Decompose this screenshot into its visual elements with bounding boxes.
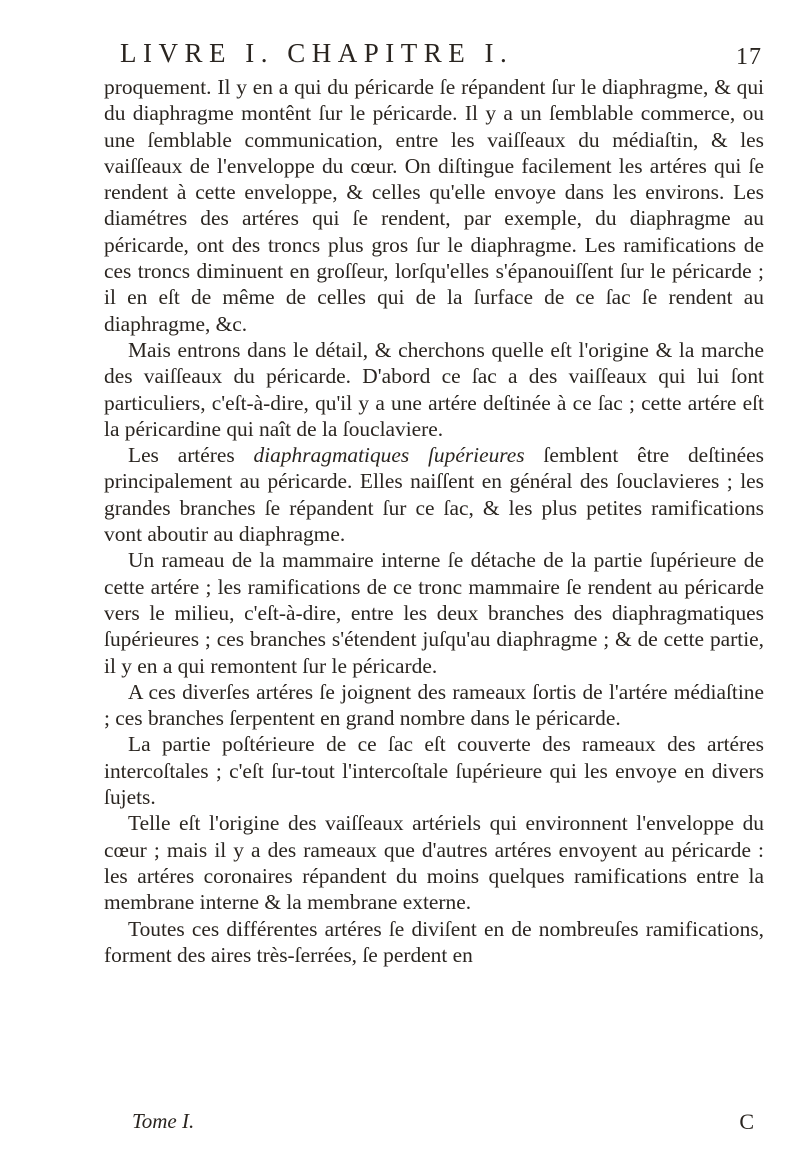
- paragraph-3-rest: ſemblent être deſtinées principalement au péricarde. Elles naiſſent en général des ſouclavieres ; les grandes branches ſe répandent ſur ce ſac, & les plus petites ramifications vont aboutir au diaphragme.: [104, 443, 764, 547]
- paragraph-7: Telle eſt l'origine des vaiſſeaux artériels qui environnent l'enveloppe du cœur ; mais il y a des rameaux que d'autres artéres envoyent au péricarde : les artéres coronaires répandent du moins quelques ramifications entre la membrane interne & la membrane externe.: [104, 811, 764, 915]
- paragraph-5: A ces diverſes artéres ſe joignent des rameaux ſortis de l'artére médiaſtine ; ces branches ſerpentent en grand nombre dans le péricarde.: [104, 679, 764, 731]
- running-title: LIVRE I. CHAPITRE I.: [120, 38, 514, 68]
- body-text: [104, 74, 764, 968]
- volume-label: Tome I.: [132, 1109, 195, 1133]
- signature-mark: C: [739, 1109, 754, 1134]
- paragraph-6: La partie poſtérieure de ce ſac eſt couverte des rameaux des artéres intercoſtales ; c'eſt ſur-tout l'intercoſtale ſupérieure qui les envoye en divers ſujets.: [104, 732, 764, 810]
- paragraph-1: proquement. Il y en a qui du péricarde ſe répandent ſur le diaphragme, & qui du diaphragme montênt ſur le péricarde. Il y a un ſemblable commerce, ou une ſemblable communication, entre les vaiſſeaux du médiaſtin, & les vaiſſeaux de l'enveloppe du cœur. On diſtingue facilement les artéres qui ſe rendent à cette enveloppe, & celles qu'elle envoye dans les environs. Les diamétres des artéres qui ſe rendent, par exemple, du diaphragme au péricarde, ont des troncs plus gros ſur le diaphragme. Les ramifications de ces troncs diminuent en groſſeur, lorſqu'elles s'épanouiſſent ſur le péricarde ; il en eſt de même de celles qui de la ſurface de ce ſac ſe rendent au diaphragme, &c.: [104, 75, 764, 336]
- page-number: 17: [736, 44, 762, 70]
- paragraph-3: [104, 442, 764, 547]
- page-footer: [132, 1109, 764, 1139]
- paragraph-3-lead: Les artéres: [128, 443, 254, 468]
- paragraph-8: Toutes ces différentes artéres ſe diviſent en de nombreuſes ramifications, forment des aires très-ſerrées, ſe perdent en: [104, 916, 764, 967]
- italic-term: diaphragmatiques ſupérieures: [253, 443, 525, 468]
- paragraph-4: Un rameau de la mammaire interne ſe détache de la partie ſupérieure de cette artére ; les ramifications de ce tronc mammaire ſe rendent au péricarde vers le milieu, c'eſt-à-dire, entre les deux branches des diaphragmatiques ſupérieures ; ces branches s'étendent juſqu'au diaphragme ; & de cette partie, il y en a qui remontent ſur le péricarde.: [104, 548, 764, 678]
- page-header: [120, 38, 762, 78]
- paragraph-2: Mais entrons dans le détail, & cherchons quelle eſt l'origine & la marche des vaiſſeaux du péricarde. D'abord ce ſac a des vaiſſeaux qui lui ſont particuliers, c'eſt-à-dire, qu'il y a une artére deſtinée à ce ſac ; cette artére eſt la péricardine qui naît de la ſouclaviere.: [104, 337, 764, 441]
